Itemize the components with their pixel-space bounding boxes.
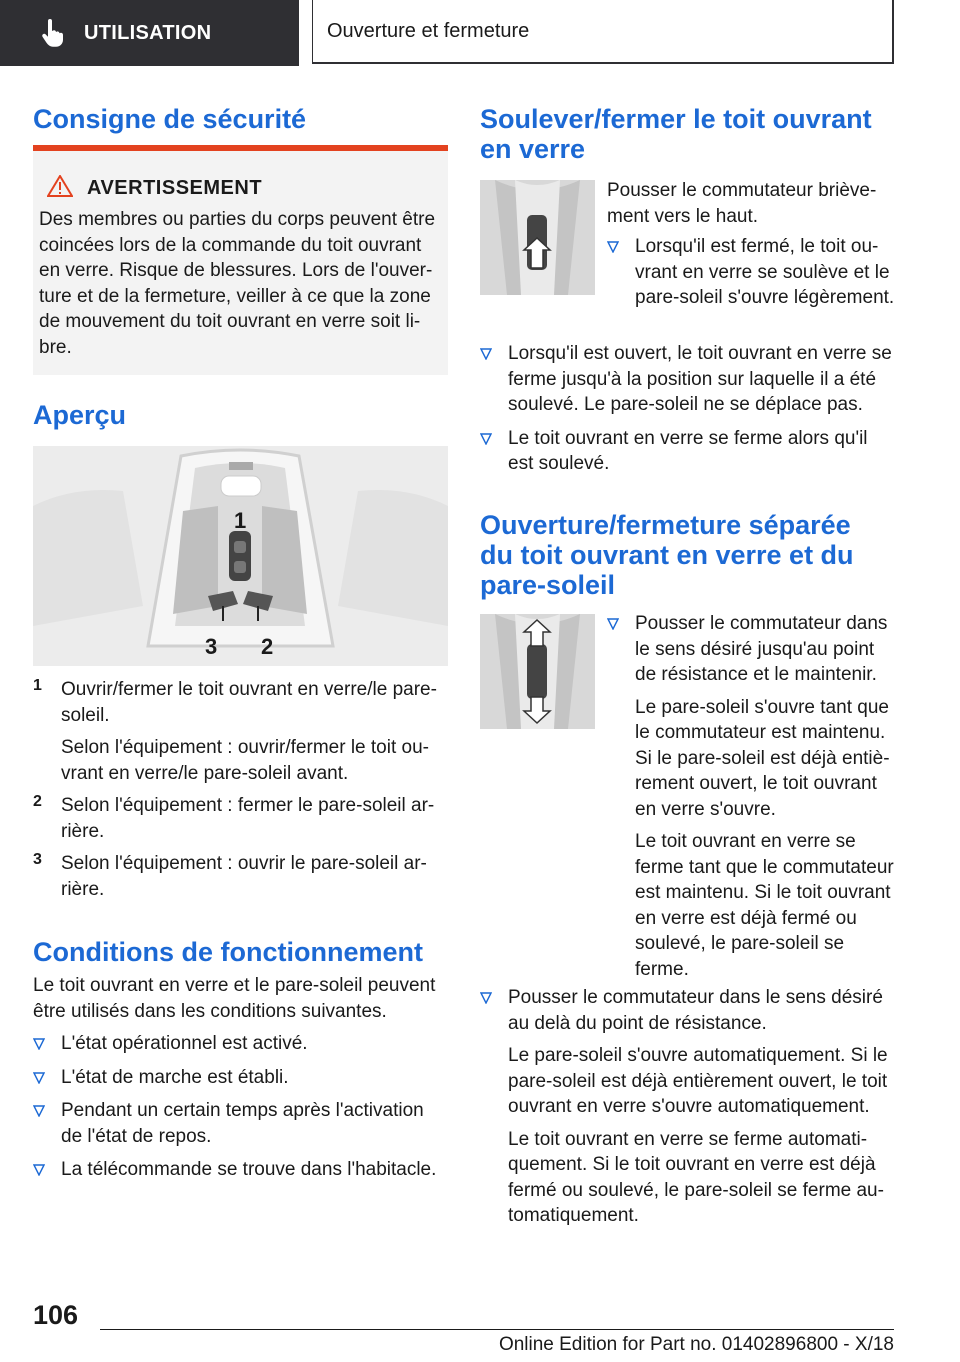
- safety-heading: Consigne de sécurité: [33, 104, 307, 134]
- hand-pointer-icon: [38, 18, 68, 48]
- conditions-heading: Conditions de fonctionnement: [33, 937, 423, 967]
- bullet-triangle-icon: [607, 241, 619, 253]
- chapter-title-box: [312, 0, 894, 64]
- lift-list: [480, 341, 898, 485]
- list-item: [33, 1098, 448, 1149]
- bullet-triangle-icon: [480, 992, 492, 1004]
- bullet-triangle-icon: [33, 1164, 45, 1176]
- list-item: [33, 1031, 448, 1057]
- list-item-text: Pousser le commutateur dans le sens désiré jusqu'au point de résistance et le maintenir.: [635, 613, 888, 685]
- list-item-text: L'état de marche est établi.: [61, 1066, 289, 1088]
- list-item-text: Pendant un certain temps après l'activation de l'état de repos.: [61, 1100, 424, 1147]
- list-item: [480, 341, 898, 418]
- bullet-triangle-icon: [33, 1072, 45, 1084]
- legend-number: 2: [33, 793, 42, 810]
- list-item: [33, 1065, 448, 1091]
- legend-item: [33, 677, 448, 786]
- legend-item: [33, 851, 448, 902]
- figure-callout-3: 3: [205, 634, 218, 659]
- conditions-list: [33, 1031, 448, 1191]
- figure-callout-1: 1: [234, 508, 247, 533]
- list-item-subtext: Le toit ouvrant en verre se ferme automatiquement. Si le toit ouvrant en verre est déjà fermé ou soulevé, le pare-soleil se ferme automatiquement.: [508, 1128, 884, 1226]
- legend-number: 3: [33, 851, 42, 868]
- bullet-triangle-icon: [33, 1038, 45, 1050]
- warning-header: [47, 175, 262, 202]
- list-item: [607, 234, 897, 311]
- lift-intro: Pousser le commutateur brièvement vers le haut.: [607, 180, 877, 227]
- list-item-text: Pousser le commutateur dans le sens désiré au delà du point de résistance.: [508, 987, 883, 1034]
- list-item: [480, 985, 898, 1229]
- edition-footer: Online Edition for Part no. 01402896800 - X/18: [498, 1334, 894, 1355]
- list-item-subtext: Le toit ouvrant en verre se ferme tant que le commutateur est maintenu. Si le toit ouvrant en verre est déjà fermé ou soulevé, le pare-soleil se ferme.: [635, 831, 894, 980]
- lift-heading: Soulever/fermer le toit ouvrant en verre: [480, 104, 872, 164]
- section-tab-label: UTILISATION: [84, 21, 212, 44]
- warning-triangle-icon: [47, 175, 73, 202]
- legend-item: [33, 793, 448, 844]
- list-item-text: Lorsqu'il est ouvert, le toit ouvrant en verre se ferme jusqu'à la position sur laquelle il a été soulevé. Le pare-soleil ne se déplace pas.: [508, 343, 892, 415]
- separate-sub-list: [607, 611, 897, 990]
- list-item-text: La télécommande se trouve dans l'habitacle.: [61, 1159, 437, 1180]
- legend-number: 1: [33, 677, 42, 694]
- figure-callout-2: 2: [261, 634, 274, 659]
- page-header: [0, 0, 960, 66]
- list-item-text: Lorsqu'il est fermé, le toit ouvrant en verre se soulève et le pare-soleil s'ouvre légèrement.: [635, 236, 895, 308]
- legend-text: Selon l'équipement : ouvrir le pare-soleil arrière.: [61, 853, 427, 900]
- footer-divider: [100, 1329, 894, 1330]
- overview-legend-list: [33, 677, 448, 909]
- lift-sub-list: [607, 234, 897, 319]
- roof-console-illustration: [33, 446, 448, 666]
- section-tab: [0, 0, 299, 66]
- separate-heading: Ouverture/fermeture séparée du toit ouvrant en verre et du pare-soleil: [480, 510, 854, 600]
- legend-text: Selon l'équipement : fermer le pare-soleil arrière.: [61, 795, 435, 842]
- page-number: 106: [33, 1300, 79, 1330]
- bullet-triangle-icon: [480, 348, 492, 360]
- bullet-triangle-icon: [607, 618, 619, 630]
- list-item-subtext: Le pare-soleil s'ouvre tant que le commutateur est maintenu. Si le pare-soleil est déjà entièrement ouvert, le toit ouvrant en verre s'ouvre.: [635, 696, 890, 820]
- legend-subtext: Selon l'équipement : ouvrir/fermer le toit ouvrant en verre/le pare-soleil avant.: [61, 737, 429, 784]
- warning-box: [33, 145, 448, 375]
- bullet-triangle-icon: [480, 433, 492, 445]
- list-item: [480, 426, 898, 477]
- warning-title: AVERTISSEMENT: [87, 177, 263, 199]
- switch-updown-illustration: [480, 614, 595, 729]
- chapter-title: Ouverture et fermeture: [327, 19, 530, 42]
- switch-updown-figure: [480, 614, 595, 729]
- switch-up-illustration: [480, 180, 595, 295]
- conditions-intro: Le toit ouvrant en verre et le pare-soleil peuvent être utilisés dans les conditions suivantes.: [33, 975, 436, 1022]
- list-item-text: L'état opérationnel est activé.: [61, 1033, 308, 1054]
- list-item: [33, 1157, 448, 1183]
- legend-text: Ouvrir/fermer le toit ouvrant en verre/le pare-soleil.: [61, 679, 437, 726]
- separate-list: [480, 985, 898, 1237]
- list-item-subtext: Le pare-soleil s'ouvre automatiquement. Si le pare-soleil est déjà entièrement ouvert, le toit ouvrant en verre s'ouvre automatiquement.: [508, 1045, 888, 1117]
- list-item: [607, 611, 897, 982]
- switch-up-figure: [480, 180, 595, 295]
- warning-text: Des membres ou parties du corps peuvent être coincées lors de la commande du toit ouvrant en verre. Risque de blessures. Lors de l'ouverture et de la fermeture, veiller à ce que la zone de mouvement du toit ouvrant en verre soit libre.: [39, 209, 436, 358]
- list-item-text: Le toit ouvrant en verre se ferme alors qu'il est soulevé.: [508, 427, 868, 474]
- overview-heading: Aperçu: [33, 400, 127, 430]
- bullet-triangle-icon: [33, 1105, 45, 1117]
- roof-console-figure: [33, 446, 448, 666]
